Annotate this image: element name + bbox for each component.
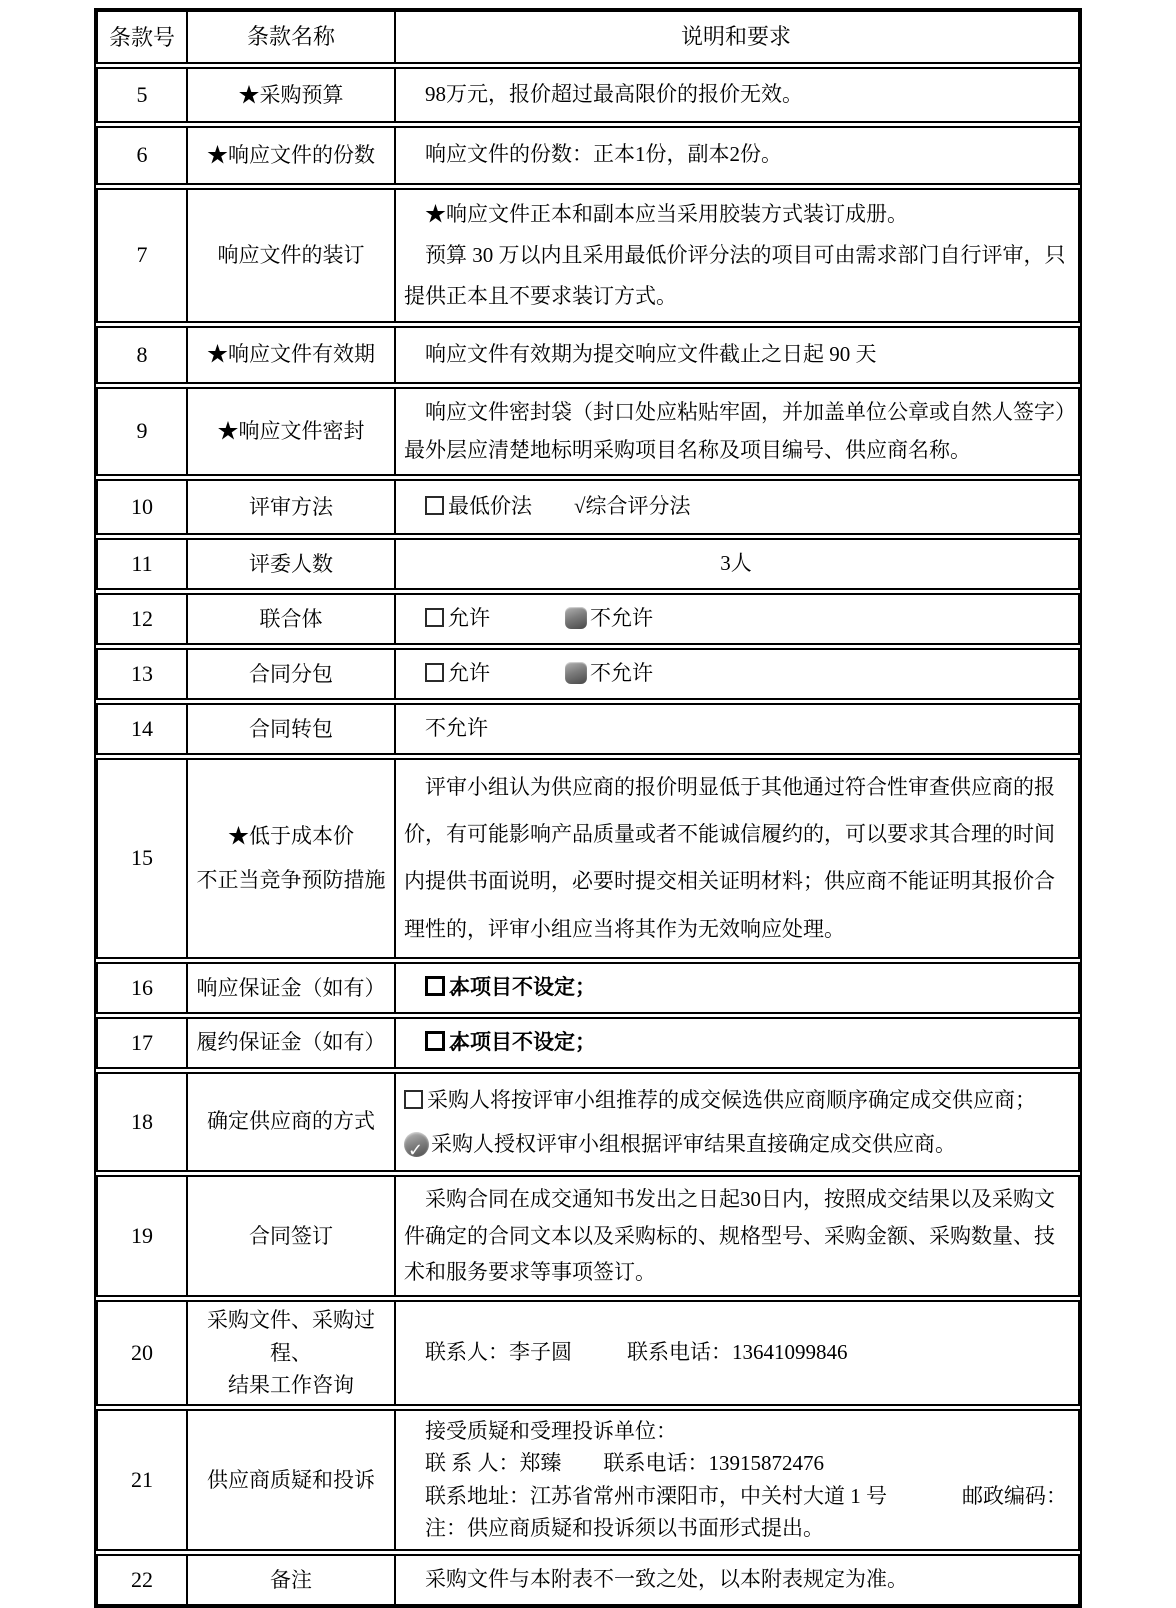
- clause-number-cell: [98, 69, 186, 121]
- clause-name-cell: [186, 1302, 396, 1404]
- text-segment: 采购人将按评审小组推荐的成交候选供应商顺序确定成交供应商；: [427, 1087, 1036, 1112]
- clause-name: 联合体: [259, 606, 323, 631]
- clause-description-cell: [396, 1302, 1078, 1404]
- clause-number: 18: [131, 1108, 153, 1134]
- clause-description-cell: [396, 650, 1078, 698]
- text-segment: 允许: [448, 661, 490, 686]
- clause-number: 22: [131, 1566, 153, 1592]
- cell-line: [404, 1480, 1068, 1513]
- table-row: [96, 538, 1080, 590]
- header-label: 条款名称: [246, 23, 335, 49]
- clause-number-cell: [98, 190, 186, 321]
- table-row: [96, 1175, 1080, 1297]
- clause-name: 响应文件的装订: [217, 242, 365, 267]
- clause-number-cell: [98, 481, 186, 533]
- clause-number: 13: [131, 661, 153, 687]
- clause-name-cell: [186, 964, 396, 1012]
- table-row: [96, 962, 1080, 1014]
- clause-number: 9: [136, 418, 148, 444]
- clause-description-cell: [396, 1177, 1078, 1295]
- clause-description-cell: [396, 389, 1078, 475]
- checkbox-checked-square-icon: [565, 607, 587, 629]
- clause-name: 供应商质疑和投诉: [207, 1467, 375, 1492]
- cell-line: [404, 335, 1068, 375]
- table-row: [96, 1409, 1080, 1551]
- clause-number: 6: [136, 142, 148, 168]
- text-segment: 采购人授权评审小组根据评审结果直接确定成交供应商。: [431, 1131, 956, 1156]
- cell-line: [404, 393, 1068, 471]
- cell-line: [404, 544, 1068, 584]
- table-row: [96, 126, 1080, 185]
- clause-name: 履约保证金（如有）: [196, 1030, 386, 1055]
- clause-name-cell: [186, 1411, 396, 1549]
- clause-description-cell: [396, 595, 1078, 643]
- cell-line: [404, 235, 1068, 317]
- clause-number: 5: [136, 81, 148, 107]
- clause-name-cell: [186, 1074, 396, 1170]
- text-segment: 注：供应商质疑和投诉须以书面形式提出。: [425, 1516, 824, 1541]
- clause-description-cell: [396, 481, 1078, 533]
- clause-number-cell: [98, 389, 186, 475]
- clause-name-cell: [186, 650, 396, 698]
- text-segment: 本项目不设定；: [449, 1029, 596, 1054]
- text-segment: 3人: [720, 551, 752, 576]
- text-segment: 接受质疑和受理投诉单位：: [425, 1418, 677, 1443]
- checkbox-empty-icon: [425, 608, 444, 627]
- text-segment: 响应文件的份数：正本1份，副本2份。: [425, 142, 782, 167]
- clause-name: 结果工作咨询: [228, 1373, 354, 1398]
- clause-name: 合同签订: [249, 1223, 333, 1248]
- clause-number-cell: [98, 650, 186, 698]
- clause-number-cell: [98, 1411, 186, 1549]
- table-row: [96, 703, 1080, 755]
- clause-table: [94, 8, 1082, 1608]
- clause-name: 采购文件、采购过程、: [207, 1308, 375, 1365]
- cell-line: [404, 1333, 1068, 1373]
- clause-description-cell: [396, 540, 1078, 588]
- clause-name: 评委人数: [249, 551, 333, 576]
- cell-line: [404, 1447, 1068, 1480]
- clause-number-cell: [98, 1556, 186, 1604]
- clause-number-cell: [98, 760, 186, 957]
- ballot-box-checked-icon: [425, 976, 445, 996]
- table-row: [96, 593, 1080, 645]
- clause-description-cell: [396, 1556, 1078, 1604]
- text-segment: 响应文件有效期为提交响应文件截止之日起 90 天: [425, 341, 877, 366]
- clause-number-cell: [98, 1302, 186, 1404]
- clause-description-cell: [396, 128, 1078, 183]
- clause-name: 确定供应商的方式: [207, 1109, 375, 1134]
- clause-description-cell: [396, 705, 1078, 753]
- cell-line: [404, 654, 1068, 694]
- text-segment: 响应文件密封袋（封口处应粘贴牢固，并加盖单位公章或自然人签字）最外层应清楚地标明采购项目名称及项目编号、供应商名称。: [404, 399, 1066, 463]
- clause-name-cell: [186, 389, 396, 475]
- cell-line: [404, 599, 1068, 639]
- text-segment: 联系地址：江苏省常州市溧阳市，中关村大道 1 号: [425, 1483, 887, 1508]
- header-cell: [186, 12, 396, 62]
- checkbox-empty-icon: [425, 663, 444, 682]
- clause-name-cell: [186, 540, 396, 588]
- clause-number: 7: [136, 242, 148, 268]
- clause-description-cell: [396, 328, 1078, 382]
- clause-name-cell: [186, 1177, 396, 1295]
- clause-number-cell: [98, 1177, 186, 1295]
- clause-number-cell: [98, 328, 186, 382]
- cell-line: [404, 75, 1068, 115]
- clause-name: ★响应文件的份数: [207, 143, 375, 168]
- clause-number: 8: [136, 341, 148, 367]
- text-segment: 采购合同在成交通知书发出之日起30日内，按照成交结果以及采购文件确定的合同文本以及采购标的、规格型号、采购金额、采购数量、技术和服务要求等事项签订。: [404, 1186, 1055, 1285]
- checkbox-checked-circle-icon: [404, 1132, 429, 1157]
- ballot-box-checked-icon: [425, 1031, 445, 1051]
- clause-name: ★响应文件有效期: [207, 342, 375, 367]
- text-segment: 评审小组认为供应商的报价明显低于其他通过符合性审查供应商的报价，有可能影响产品质量或者不能诚信履约的，可以要求其合理的时间内提供书面说明，必要时提交相关证明材料；供应商不能证明其报价合理性的，评审小组应当将其作为无效响应处理。: [404, 774, 1055, 941]
- clause-number: 15: [131, 845, 153, 871]
- table-row: [96, 1017, 1080, 1069]
- text-segment: 采购文件与本附表不一致之处，以本附表规定为准。: [425, 1566, 908, 1591]
- clause-description-cell: [396, 1019, 1078, 1067]
- clause-number-cell: [98, 1019, 186, 1067]
- clause-number: 20: [131, 1339, 153, 1365]
- cell-line: [404, 487, 1068, 527]
- checkbox-checked-square-icon: [565, 662, 587, 684]
- text-segment: ★响应文件正本和副本应当采用胶装方式装订成册。: [425, 201, 908, 226]
- cell-line: [404, 1181, 1068, 1291]
- checkbox-empty-icon: [425, 496, 444, 515]
- table-row: [96, 67, 1080, 123]
- checkbox-empty-icon: [404, 1090, 423, 1109]
- clause-number-cell: [98, 595, 186, 643]
- clause-description-cell: [396, 760, 1078, 957]
- table-row: [96, 1554, 1080, 1606]
- clause-description-cell: [396, 1411, 1078, 1549]
- cell-line: [404, 1512, 1068, 1545]
- cell-line: [404, 764, 1068, 953]
- cell-line: [404, 1078, 1068, 1122]
- clause-name: ★采购预算: [238, 82, 344, 107]
- clause-name: 评审方法: [249, 495, 333, 520]
- clause-number-cell: [98, 705, 186, 753]
- clause-description-cell: [396, 69, 1078, 121]
- text-segment: 不允许: [590, 606, 653, 631]
- clause-name: 不正当竞争预防措施: [196, 868, 386, 893]
- text-segment: 联 系 人：郑臻: [425, 1451, 562, 1476]
- clause-number: 11: [131, 551, 153, 577]
- clause-number-cell: [98, 128, 186, 183]
- clause-name-cell: [186, 595, 396, 643]
- clause-number-cell: [98, 540, 186, 588]
- cell-line: [404, 968, 1068, 1008]
- clause-number: 16: [131, 974, 153, 1000]
- text-segment: 联系人：李子圆: [425, 1339, 572, 1364]
- clause-number: 10: [131, 494, 153, 520]
- clause-name: 合同分包: [249, 661, 333, 686]
- clause-description-cell: [396, 190, 1078, 321]
- text-segment: 联系电话：13641099846: [627, 1339, 848, 1364]
- cell-line: [404, 1122, 1068, 1166]
- clause-name: 响应保证金（如有）: [196, 975, 386, 1000]
- clause-name: ★低于成本价: [228, 824, 354, 849]
- table-row: [96, 648, 1080, 700]
- clause-number: 14: [131, 715, 153, 741]
- clause-number: 12: [131, 606, 153, 632]
- cell-line: [404, 709, 1068, 749]
- cell-line: [404, 1560, 1068, 1600]
- text-segment: 本项目不设定；: [449, 974, 596, 999]
- text-segment: 预算 30 万以内且采用最低价评分法的项目可由需求部门自行评审，只提供正本且不要求装订方式。: [404, 242, 1066, 308]
- clause-name-cell: [186, 1019, 396, 1067]
- header-cell: [396, 12, 1078, 62]
- header-label: 条款号: [108, 25, 175, 51]
- text-segment: 不允许: [425, 715, 488, 740]
- clause-number: 17: [131, 1029, 153, 1055]
- clause-name-cell: [186, 1556, 396, 1604]
- clause-description-cell: [396, 1074, 1078, 1170]
- clause-name-cell: [186, 69, 396, 121]
- cell-line: [404, 194, 1068, 235]
- clause-name-cell: [186, 705, 396, 753]
- text-segment: 不允许: [590, 661, 653, 686]
- text-segment: 98万元，报价超过最高限价的报价无效。: [425, 81, 803, 106]
- text-segment: 联系电话：13915872476: [603, 1451, 824, 1476]
- clause-number-cell: [98, 964, 186, 1012]
- clause-name-cell: [186, 760, 396, 957]
- text-segment: 最低价法: [448, 494, 532, 519]
- table-row: [96, 188, 1080, 323]
- clause-number: 19: [131, 1222, 153, 1248]
- cell-line: [404, 1023, 1068, 1063]
- clause-name-cell: [186, 128, 396, 183]
- clause-name-cell: [186, 190, 396, 321]
- header-label: 说明和要求: [680, 24, 791, 49]
- table-row: [96, 387, 1080, 477]
- header-cell: [98, 12, 186, 62]
- table-row: [96, 479, 1080, 535]
- table-row: [96, 1300, 1080, 1406]
- table-header-row: [96, 10, 1080, 64]
- clause-name: ★响应文件密封: [217, 419, 365, 444]
- text-segment: √综合评分法: [574, 494, 691, 519]
- clause-number-cell: [98, 1074, 186, 1170]
- text-segment: 邮政编码：: [962, 1483, 1067, 1508]
- cell-line: [404, 1415, 1068, 1448]
- clause-name-cell: [186, 328, 396, 382]
- clause-name: 备注: [270, 1567, 312, 1592]
- clause-name: 合同转包: [249, 716, 333, 741]
- table-row: [96, 758, 1080, 959]
- text-segment: 允许: [448, 606, 490, 631]
- clause-description-cell: [396, 964, 1078, 1012]
- table-row: [96, 1072, 1080, 1172]
- clause-name-cell: [186, 481, 396, 533]
- cell-line: [404, 135, 1068, 175]
- table-row: [96, 326, 1080, 384]
- clause-number: 21: [131, 1466, 153, 1492]
